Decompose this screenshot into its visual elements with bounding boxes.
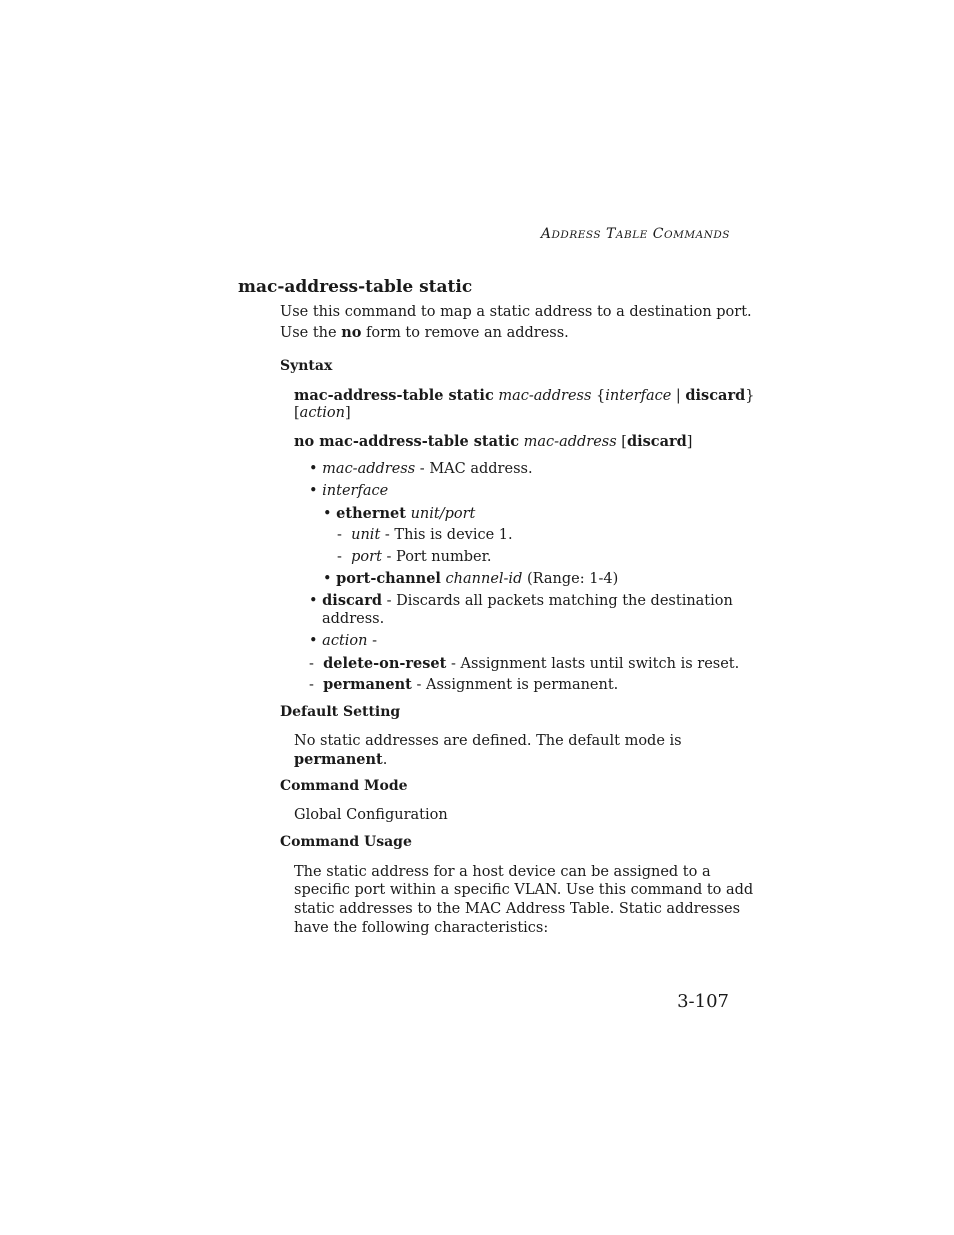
list-item [309, 482, 388, 501]
list-item [309, 632, 377, 651]
bracket: [ [294, 405, 300, 421]
bracket: [ [621, 434, 627, 450]
text-run: - Discards all packets matching the destination [381, 593, 733, 609]
text-run: - This is device 1. [380, 527, 513, 543]
running-header-part: T [606, 226, 616, 242]
keyword: permanent [294, 751, 383, 768]
argument: interface [605, 388, 672, 404]
brace: } [745, 388, 755, 404]
bracket: ] [686, 434, 693, 450]
dash-icon: - [309, 677, 314, 693]
page-number: 3-107 [677, 991, 729, 1012]
bullet-icon: • [309, 483, 318, 499]
list-item [309, 460, 533, 479]
list-item [337, 548, 492, 567]
keyword: no mac-address-table static [294, 433, 520, 450]
list-item [337, 526, 513, 545]
argument: action [299, 405, 345, 421]
text-run: - MAC address. [415, 461, 533, 477]
list-item [323, 569, 618, 589]
bracket: ] [344, 405, 351, 421]
text-run: - [367, 633, 377, 649]
list-item [309, 591, 733, 611]
argument: mac-address [523, 434, 617, 450]
separator: | [675, 388, 681, 404]
argument: interface [322, 483, 389, 499]
argument: port [351, 549, 382, 565]
syntax-command-2 [294, 432, 692, 452]
bullet-icon: • [323, 506, 332, 522]
command-mode-heading: Command Mode [280, 778, 408, 794]
text-run: - Port number. [381, 549, 492, 565]
default-setting-line-1: No static addresses are defined. The default mode is [294, 733, 682, 749]
list-item [309, 675, 618, 695]
text-run: form to remove an address. [361, 325, 569, 341]
running-header-part: A [540, 226, 552, 242]
argument: mac-address [322, 461, 416, 477]
argument: unit/port [410, 506, 476, 522]
text-run: - Assignment lasts until switch is reset. [446, 656, 740, 672]
brace: { [596, 388, 606, 404]
argument: unit [351, 527, 381, 543]
list-item [323, 504, 475, 524]
command-usage-line: The static address for a host device can be assigned to a [294, 864, 711, 880]
running-header-part: ABLE [615, 229, 648, 241]
argument: mac-address [498, 388, 592, 404]
dash-icon: - [337, 527, 342, 543]
command-usage-line: specific port within a specific VLAN. Use this command to add [294, 882, 754, 898]
keyword: no [341, 324, 362, 341]
argument: action [322, 633, 368, 649]
keyword: discard [322, 592, 382, 609]
command-usage-heading: Command Usage [280, 834, 412, 850]
text-run: - Assignment is permanent. [411, 677, 619, 693]
dash-icon: - [309, 656, 314, 672]
bullet-icon: • [323, 571, 332, 587]
default-setting-line-2 [294, 750, 387, 770]
syntax-command-1 [294, 386, 754, 406]
syntax-command-1-cont [294, 404, 351, 423]
intro-line-2 [280, 323, 569, 343]
section-title: mac-address-table static [238, 277, 473, 297]
text-run: Use the [280, 325, 342, 341]
list-item [309, 654, 739, 674]
running-header-part: C [652, 226, 664, 242]
command-usage-line: have the following characteristics: [294, 920, 549, 936]
running-header-part: OMMANDS [664, 229, 730, 241]
bullet-icon: • [309, 461, 318, 477]
list-item-cont: address. [322, 611, 385, 627]
keyword: permanent [323, 676, 412, 693]
syntax-heading: Syntax [280, 358, 333, 374]
bullet-icon: • [309, 593, 318, 609]
keyword: mac-address-table static [294, 387, 494, 404]
argument: channel-id [445, 571, 523, 587]
keyword: discard [626, 433, 687, 450]
command-usage-line: static addresses to the MAC Address Table. Static addresses [294, 901, 741, 917]
running-header-part: DDRESS [551, 229, 602, 241]
keyword: port-channel [336, 570, 441, 587]
default-setting-heading: Default Setting [280, 704, 401, 720]
text-run: (Range: 1-4) [522, 571, 619, 587]
dash-icon: - [337, 549, 342, 565]
text-run: . [382, 752, 388, 768]
keyword: discard [685, 387, 746, 404]
running-header [541, 226, 730, 242]
bullet-icon: • [309, 633, 318, 649]
intro-line-1: Use this command to map a static address to a destination port. [280, 304, 752, 320]
command-mode-text: Global Configuration [294, 807, 448, 823]
keyword: ethernet [336, 505, 406, 522]
keyword: delete-on-reset [323, 655, 447, 672]
